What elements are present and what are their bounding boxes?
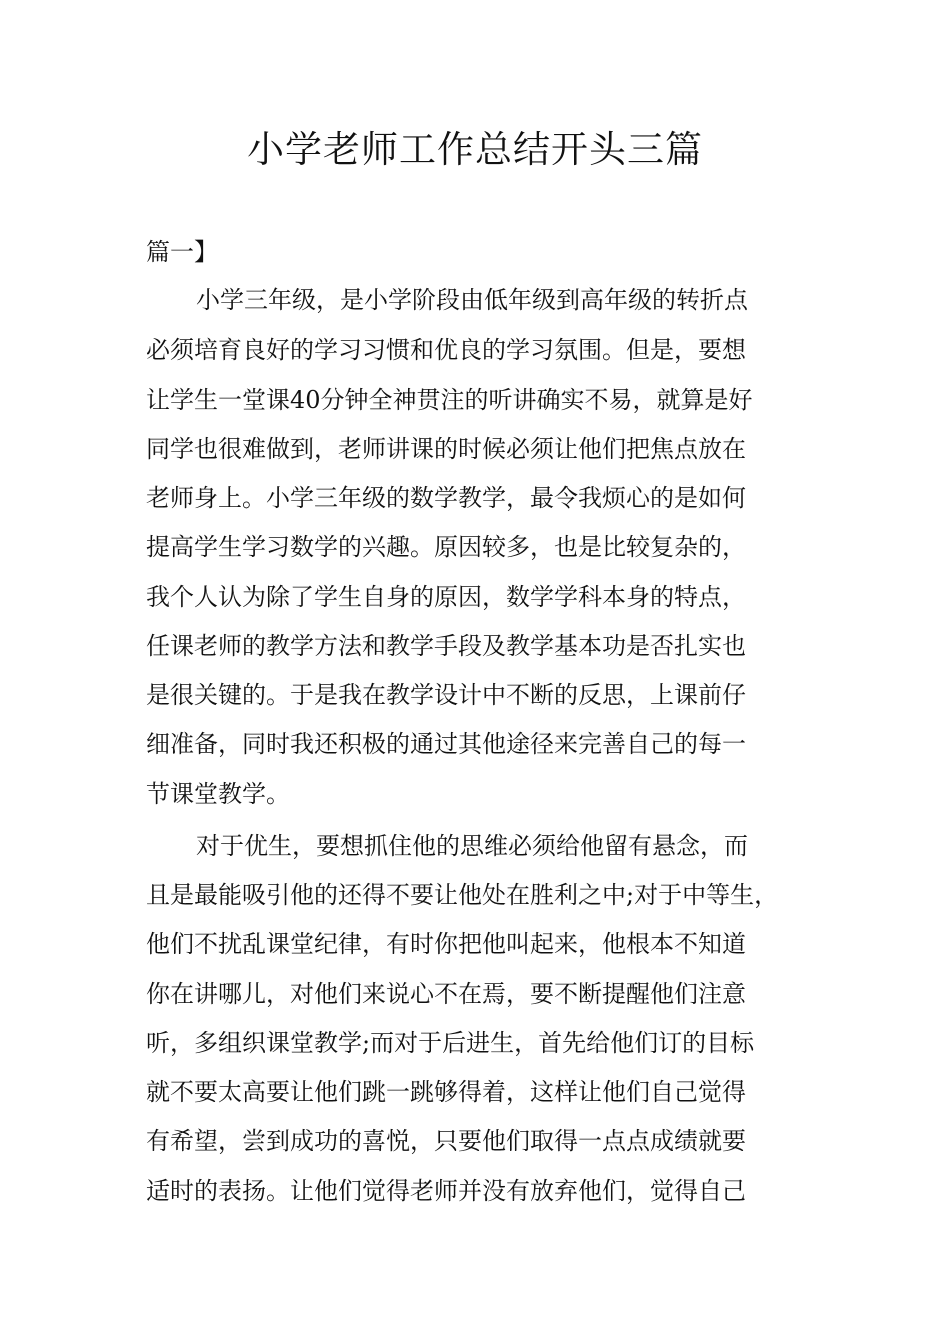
paragraph-line: 小学三年级，是小学阶段由低年级到高年级的转折点	[196, 286, 748, 314]
paragraph-line: 对于优生，要想抓住他的思维必须给他留有悬念，而	[196, 832, 748, 860]
paragraph-line: 任课老师的教学方法和教学手段及教学基本功是否扎实也	[146, 632, 746, 660]
paragraph-line: 你在讲哪儿，对他们来说心不在焉，要不断提醒他们注意	[146, 980, 746, 1008]
paragraph-line: 我个人认为除了学生自身的原因，数学学科本身的特点，	[146, 583, 746, 611]
paragraph-line: 细准备，同时我还积极的通过其他途径来完善自己的每一	[146, 730, 746, 758]
paragraph-line: 适时的表扬。让他们觉得老师并没有放弃他们，觉得自己	[146, 1177, 746, 1205]
paragraph-line: 听，多组织课堂教学;而对于后进生，首先给他们订的目标	[146, 1029, 755, 1057]
paragraph-line: 是很关键的。于是我在教学设计中不断的反思，上课前仔	[146, 681, 746, 709]
paragraph-line: 有希望，尝到成功的喜悦，只要他们取得一点点成绩就要	[146, 1127, 746, 1155]
section-heading: 篇一】	[146, 238, 218, 266]
paragraph-line: 必须培育良好的学习习惯和优良的学习氛围。但是，要想	[146, 336, 746, 364]
document-title: 小学老师工作总结开头三篇	[247, 128, 703, 171]
paragraph-line: 就不要太高要让他们跳一跳够得着，这样让他们自己觉得	[146, 1078, 746, 1106]
paragraph-line: 他们不扰乱课堂纪律，有时你把他叫起来，他根本不知道	[146, 930, 746, 958]
paragraph-line: 节课堂教学。	[146, 780, 290, 808]
paragraph-line: 让学生一堂课40分钟全神贯注的听讲确实不易，就算是好	[146, 386, 753, 414]
paragraph-line: 同学也很难做到，老师讲课的时候必须让他们把焦点放在	[146, 435, 746, 463]
paragraph-line: 提高学生学习数学的兴趣。原因较多，也是比较复杂的，	[146, 533, 746, 561]
paragraph-line: 老师身上。小学三年级的数学教学，最令我烦心的是如何	[146, 484, 746, 512]
paragraph-line: 且是最能吸引他的还得不要让他处在胜利之中;对于中等生，	[146, 881, 779, 909]
